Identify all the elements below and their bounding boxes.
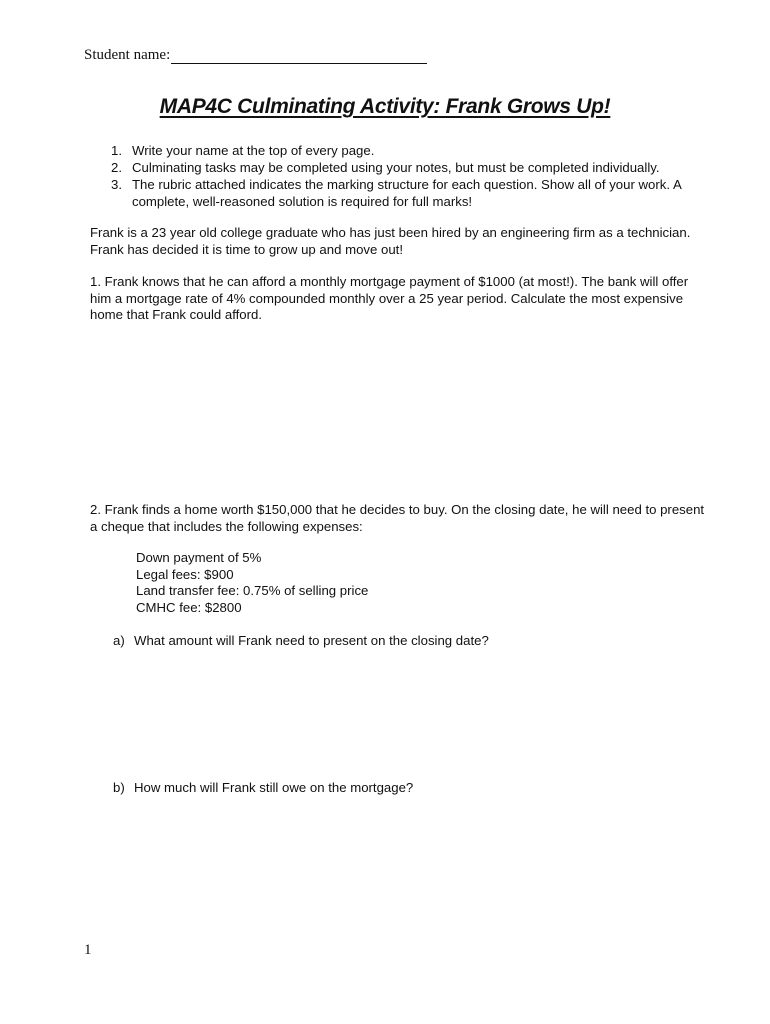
- instruction-number: 2.: [111, 160, 122, 175]
- intro-paragraph: Frank is a 23 year old college graduate who has just been hired by an engineering firm as a technician. Frank has decided it is time to grow up and move out!: [90, 225, 691, 257]
- instruction-text: Culminating tasks may be completed using your notes, but must be completed individually.: [132, 160, 660, 175]
- question-1: 1. Frank knows that he can afford a monthly mortgage payment of $1000 (at most!). The bank will offer him a mortgage rate of 4% compounded monthly over a 25 year period. Calculate the most expensive home that Frank could afford.: [90, 274, 689, 322]
- question-2b: [113, 780, 413, 797]
- expenses-list: [136, 550, 368, 616]
- question-2b-text: How much will Frank still owe on the mortgage?: [134, 780, 414, 795]
- question-2: 2. Frank finds a home worth $150,000 that he decides to buy. On the closing date, he will need to present a cheque that includes the following expenses:: [90, 502, 705, 534]
- instruction-text: Write your name at the top of every page.: [132, 143, 375, 158]
- instruction-item: [111, 176, 711, 210]
- instruction-number: 3.: [111, 177, 122, 192]
- instruction-item: [111, 159, 711, 176]
- student-name-label: Student name:: [84, 47, 171, 63]
- expense-item: Land transfer fee: 0.75% of selling price: [136, 583, 369, 598]
- instruction-number: 1.: [111, 143, 122, 158]
- question-2a: [113, 633, 489, 650]
- expense-item: Legal fees: $900: [136, 566, 234, 582]
- instructions-list: [111, 142, 711, 210]
- question-2a-letter: a): [113, 633, 125, 648]
- question-2b-letter: b): [113, 780, 125, 795]
- page-number: 1: [84, 942, 92, 958]
- expense-item: Down payment of 5%: [136, 550, 262, 565]
- expense-item: CMHC fee: $2800: [136, 599, 242, 615]
- page-title: MAP4C Culminating Activity: Frank Grows Up!: [159, 95, 611, 118]
- question-2a-text: What amount will Frank need to present on the closing date?: [134, 633, 489, 648]
- student-name-blank-line: [171, 49, 427, 64]
- instruction-text: The rubric attached indicates the marking structure for each question. Show all of your work. A complete, well-reasoned solution is required for full marks!: [132, 177, 682, 209]
- student-name-field: [84, 47, 427, 64]
- instruction-item: [111, 142, 711, 159]
